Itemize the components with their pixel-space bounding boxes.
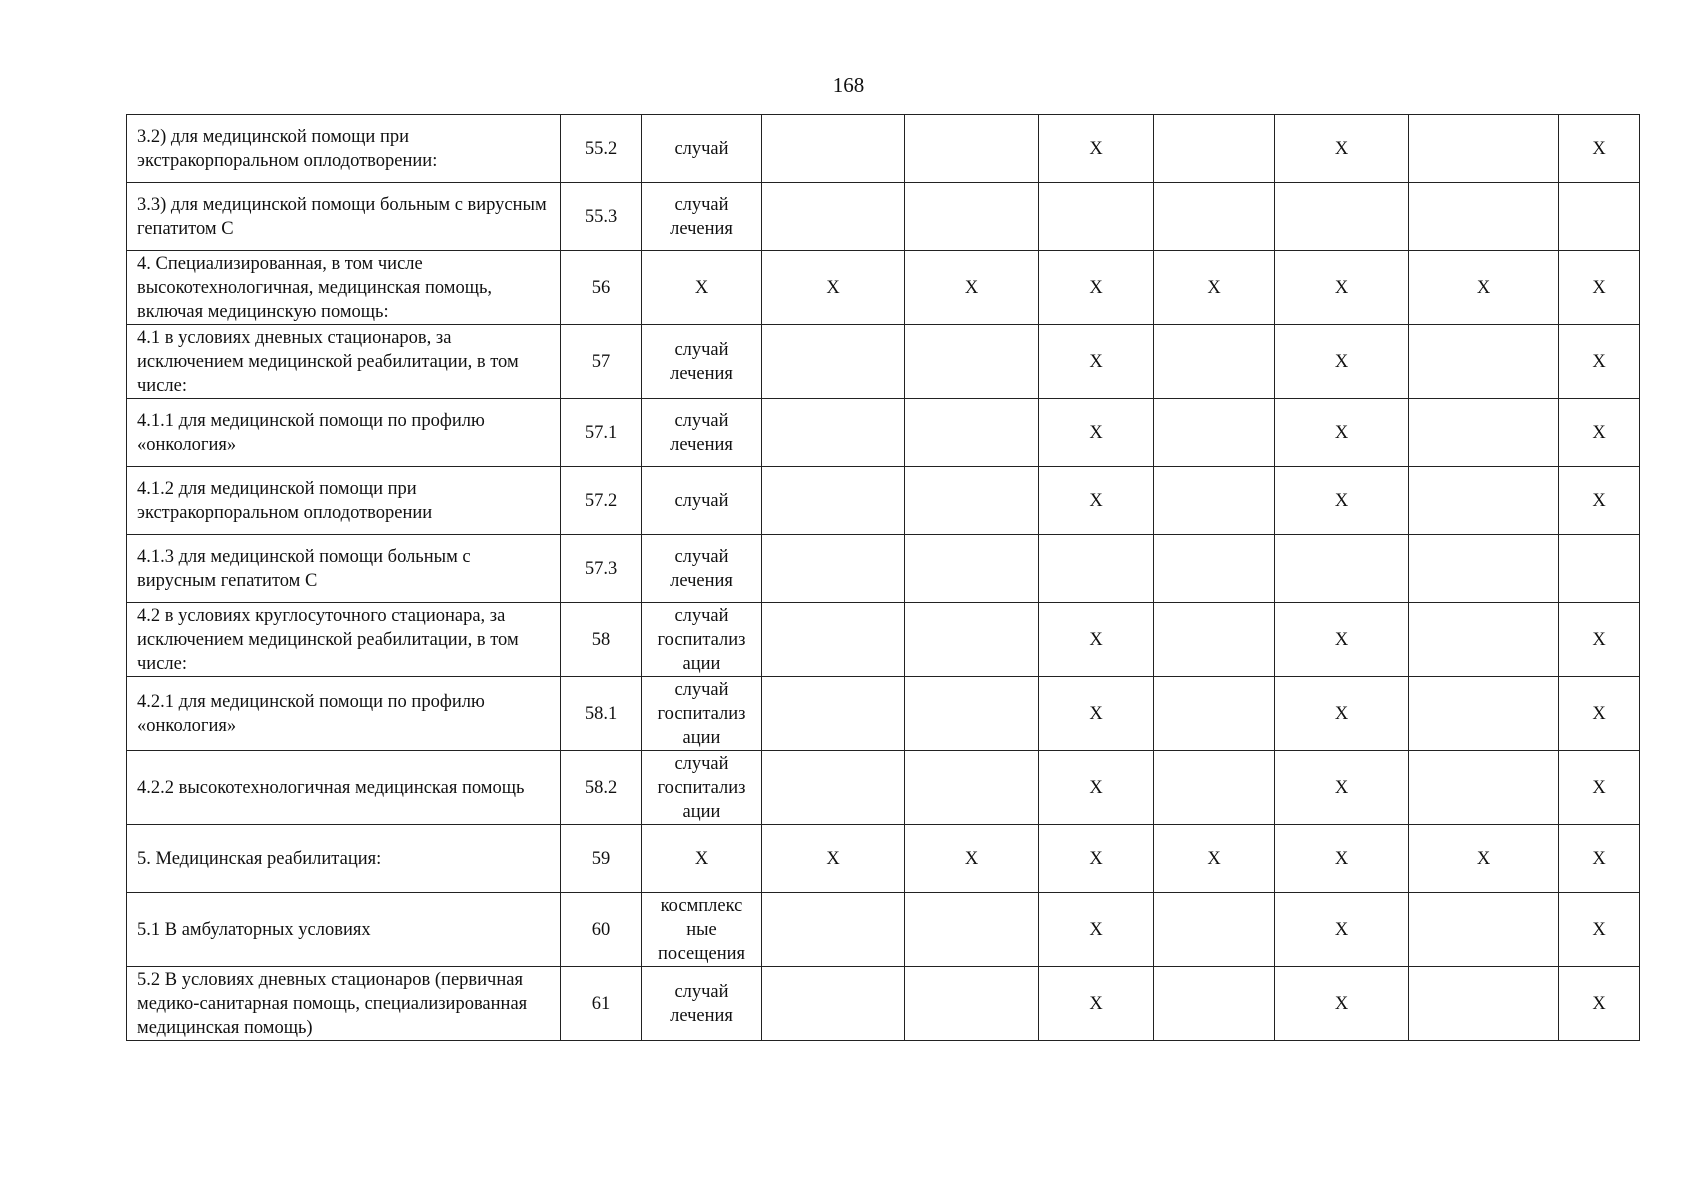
- row-value-cell: X: [1559, 467, 1640, 535]
- table-row: [127, 825, 1640, 893]
- row-value-cell: X: [1275, 893, 1409, 967]
- row-name-cell: 3.3) для медицинской помощи больным с вирусным гепатитом С: [127, 183, 561, 251]
- row-code-cell: 61: [561, 967, 642, 1041]
- row-value-cell: X: [1409, 825, 1559, 893]
- row-code-cell: 57.2: [561, 467, 642, 535]
- row-value-cell: X: [1039, 115, 1154, 183]
- row-value-cell: X: [1409, 251, 1559, 325]
- row-unit-cell: случай: [642, 467, 762, 535]
- row-name-cell: 4.1.2 для медицинской помощи при экстракорпоральном оплодотворении: [127, 467, 561, 535]
- row-value-cell: [1559, 535, 1640, 603]
- row-code-cell: 55.3: [561, 183, 642, 251]
- row-unit-cell: случай лечения: [642, 399, 762, 467]
- row-value-cell: X: [1154, 251, 1275, 325]
- row-value-cell: X: [1275, 115, 1409, 183]
- row-value-cell: [905, 967, 1039, 1041]
- row-name-cell: 4.2.2 высокотехнологичная медицинская помощь: [127, 751, 561, 825]
- row-value-cell: [1409, 325, 1559, 399]
- row-unit-cell: случай лечения: [642, 535, 762, 603]
- row-value-cell: X: [1275, 325, 1409, 399]
- row-value-cell: [1409, 967, 1559, 1041]
- row-value-cell: [905, 183, 1039, 251]
- row-value-cell: X: [762, 251, 905, 325]
- row-unit-cell: случай госпитализ ации: [642, 677, 762, 751]
- table-row: [127, 677, 1640, 751]
- row-unit-cell: случай госпитализ ации: [642, 603, 762, 677]
- row-unit-cell: случай: [642, 115, 762, 183]
- row-value-cell: [905, 893, 1039, 967]
- row-value-cell: X: [1559, 825, 1640, 893]
- row-value-cell: [1409, 115, 1559, 183]
- row-value-cell: [762, 677, 905, 751]
- row-value-cell: [905, 325, 1039, 399]
- row-value-cell: X: [1039, 967, 1154, 1041]
- table-row: [127, 251, 1640, 325]
- row-value-cell: X: [1039, 251, 1154, 325]
- row-value-cell: [1409, 535, 1559, 603]
- row-value-cell: X: [1039, 751, 1154, 825]
- row-value-cell: X: [1559, 399, 1640, 467]
- row-unit-cell: случай лечения: [642, 325, 762, 399]
- row-value-cell: [1409, 751, 1559, 825]
- row-value-cell: X: [1039, 603, 1154, 677]
- row-unit-cell: случай лечения: [642, 183, 762, 251]
- row-unit-cell: X: [642, 825, 762, 893]
- row-value-cell: [762, 115, 905, 183]
- row-value-cell: X: [1039, 677, 1154, 751]
- row-value-cell: [762, 325, 905, 399]
- row-code-cell: 59: [561, 825, 642, 893]
- row-name-cell: 5.1 В амбулаторных условиях: [127, 893, 561, 967]
- row-value-cell: [1409, 399, 1559, 467]
- row-value-cell: [1409, 603, 1559, 677]
- row-value-cell: X: [1039, 399, 1154, 467]
- row-value-cell: X: [1559, 677, 1640, 751]
- row-name-cell: 4.2 в условиях круглосуточного стационара, за исключением медицинской реабилитации, в том числе:: [127, 603, 561, 677]
- row-value-cell: [762, 967, 905, 1041]
- table-row: [127, 399, 1640, 467]
- row-value-cell: [1154, 751, 1275, 825]
- row-value-cell: X: [1559, 751, 1640, 825]
- row-value-cell: [1409, 893, 1559, 967]
- row-unit-cell: X: [642, 251, 762, 325]
- row-value-cell: [1154, 967, 1275, 1041]
- row-code-cell: 55.2: [561, 115, 642, 183]
- row-code-cell: 56: [561, 251, 642, 325]
- row-value-cell: [1559, 183, 1640, 251]
- row-value-cell: [905, 467, 1039, 535]
- row-value-cell: X: [1559, 893, 1640, 967]
- row-name-cell: 5.2 В условиях дневных стационаров (первичная медико-санитарная помощь, специализированная медицинская помощь): [127, 967, 561, 1041]
- row-value-cell: [1154, 325, 1275, 399]
- row-value-cell: [762, 751, 905, 825]
- row-name-cell: 4. Специализированная, в том числе высокотехнологичная, медицинская помощь, включая медицинскую помощь:: [127, 251, 561, 325]
- row-code-cell: 57: [561, 325, 642, 399]
- row-value-cell: X: [1039, 893, 1154, 967]
- row-value-cell: [905, 535, 1039, 603]
- data-table: [126, 114, 1640, 1041]
- row-value-cell: [762, 893, 905, 967]
- row-value-cell: X: [1559, 967, 1640, 1041]
- row-name-cell: 4.1.3 для медицинской помощи больным с вирусным гепатитом С: [127, 535, 561, 603]
- row-value-cell: X: [1275, 399, 1409, 467]
- table-row: [127, 115, 1640, 183]
- row-value-cell: [905, 115, 1039, 183]
- row-code-cell: 57.3: [561, 535, 642, 603]
- row-name-cell: 5. Медицинская реабилитация:: [127, 825, 561, 893]
- row-value-cell: X: [1559, 603, 1640, 677]
- row-value-cell: [762, 399, 905, 467]
- row-unit-cell: случай лечения: [642, 967, 762, 1041]
- table-row: [127, 535, 1640, 603]
- row-value-cell: [1275, 183, 1409, 251]
- row-value-cell: [1409, 467, 1559, 535]
- row-value-cell: X: [1275, 825, 1409, 893]
- row-name-cell: 4.1 в условиях дневных стационаров, за исключением медицинской реабилитации, в том числе:: [127, 325, 561, 399]
- row-code-cell: 60: [561, 893, 642, 967]
- row-name-cell: 4.2.1 для медицинской помощи по профилю «онкология»: [127, 677, 561, 751]
- row-value-cell: [1154, 183, 1275, 251]
- table-row: [127, 893, 1640, 967]
- row-unit-cell: случай госпитализ ации: [642, 751, 762, 825]
- row-value-cell: [1154, 677, 1275, 751]
- row-value-cell: X: [1275, 251, 1409, 325]
- row-value-cell: [1154, 467, 1275, 535]
- row-value-cell: [1409, 677, 1559, 751]
- table-row: [127, 183, 1640, 251]
- row-value-cell: X: [905, 825, 1039, 893]
- row-value-cell: X: [1275, 967, 1409, 1041]
- row-value-cell: [762, 603, 905, 677]
- row-code-cell: 58: [561, 603, 642, 677]
- table-row: [127, 603, 1640, 677]
- row-value-cell: X: [762, 825, 905, 893]
- row-unit-cell: космплекс ные посещения: [642, 893, 762, 967]
- row-value-cell: [1275, 535, 1409, 603]
- row-value-cell: [905, 603, 1039, 677]
- row-value-cell: [1039, 183, 1154, 251]
- row-value-cell: [1154, 115, 1275, 183]
- row-code-cell: 58.1: [561, 677, 642, 751]
- row-value-cell: [1409, 183, 1559, 251]
- row-value-cell: X: [1275, 467, 1409, 535]
- row-name-cell: 3.2) для медицинской помощи при экстракорпоральном оплодотворении:: [127, 115, 561, 183]
- table-row: [127, 751, 1640, 825]
- table-row: [127, 967, 1640, 1041]
- row-value-cell: [762, 467, 905, 535]
- row-value-cell: [1154, 893, 1275, 967]
- row-value-cell: X: [905, 251, 1039, 325]
- row-value-cell: X: [1039, 325, 1154, 399]
- row-value-cell: X: [1039, 467, 1154, 535]
- row-code-cell: 58.2: [561, 751, 642, 825]
- row-value-cell: X: [1275, 677, 1409, 751]
- table-row: [127, 467, 1640, 535]
- row-value-cell: X: [1559, 115, 1640, 183]
- row-code-cell: 57.1: [561, 399, 642, 467]
- row-value-cell: [762, 183, 905, 251]
- table-row: [127, 325, 1640, 399]
- row-value-cell: [1154, 603, 1275, 677]
- row-value-cell: [905, 751, 1039, 825]
- row-value-cell: [762, 535, 905, 603]
- row-value-cell: [905, 399, 1039, 467]
- row-value-cell: [1039, 535, 1154, 603]
- row-value-cell: X: [1559, 325, 1640, 399]
- row-value-cell: [1154, 399, 1275, 467]
- row-value-cell: [1154, 535, 1275, 603]
- row-name-cell: 4.1.1 для медицинской помощи по профилю «онкология»: [127, 399, 561, 467]
- row-value-cell: [905, 677, 1039, 751]
- row-value-cell: X: [1275, 603, 1409, 677]
- page-number: 168: [832, 73, 865, 97]
- row-value-cell: X: [1559, 251, 1640, 325]
- row-value-cell: X: [1154, 825, 1275, 893]
- row-value-cell: X: [1275, 751, 1409, 825]
- row-value-cell: X: [1039, 825, 1154, 893]
